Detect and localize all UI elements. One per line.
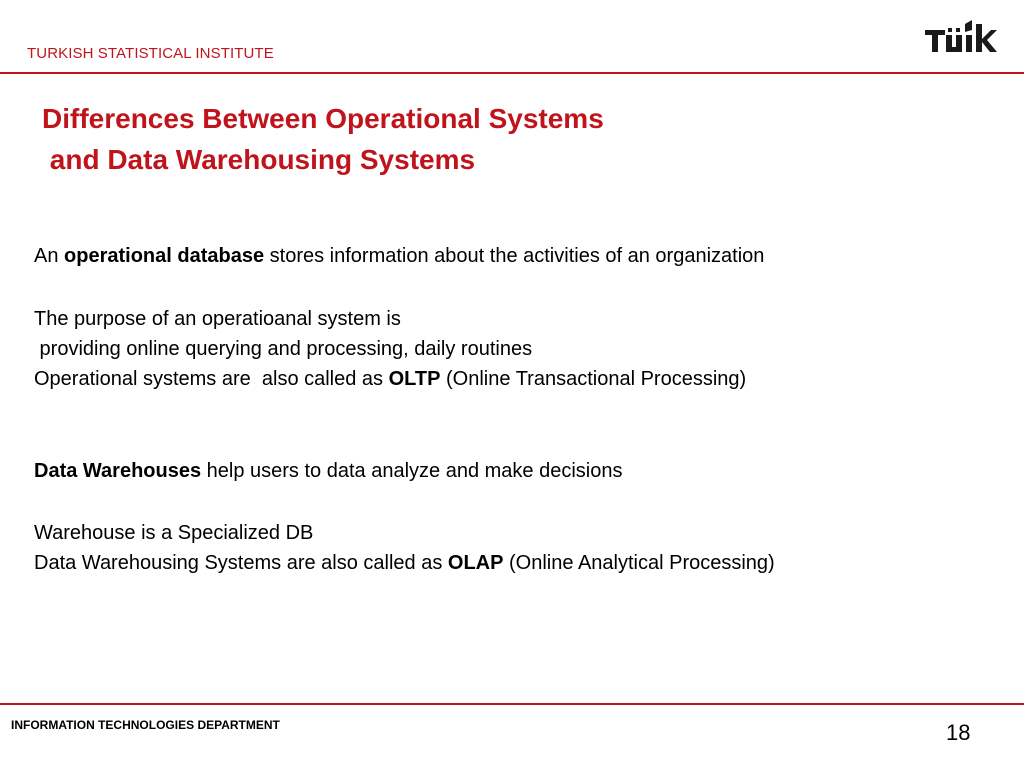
- p4-bold-term: OLTP: [388, 368, 441, 390]
- data-warehouses-definition: [34, 456, 622, 486]
- warehouse-specialized-db: Warehouse is a Specialized DB: [34, 522, 314, 544]
- p7-prefix: Data Warehousing Systems are also called as: [34, 552, 448, 574]
- operational-database-definition: [34, 241, 764, 271]
- footer-department-name: INFORMATION TECHNOLOGIES DEPARTMENT: [11, 718, 280, 732]
- p1-suffix: stores information about the activities of an organization: [264, 245, 765, 267]
- olap-definition: [34, 548, 775, 578]
- oltp-definition: [34, 364, 746, 394]
- tuik-logo: [925, 18, 997, 56]
- p1-prefix: An: [34, 245, 65, 267]
- p7-bold-term: OLAP: [447, 552, 504, 574]
- operational-purpose-detail: providing online querying and processing, daily routines: [34, 338, 533, 360]
- p7-suffix: (Online Analytical Processing): [503, 552, 775, 574]
- p4-prefix: Operational systems are also called as: [34, 368, 389, 390]
- slide-title-line-1: Differences Between Operational Systems: [42, 103, 604, 134]
- p5-bold-term: Data Warehouses: [34, 460, 202, 482]
- slide-title: [42, 98, 604, 180]
- header-divider: [0, 72, 1024, 74]
- footer-divider: [0, 703, 1024, 705]
- operational-purpose-line: The purpose of an operatioanal system is: [34, 308, 401, 330]
- slide-title-line-2: and Data Warehousing Systems: [42, 144, 476, 175]
- p5-suffix: help users to data analyze and make decisions: [201, 460, 623, 482]
- page-number: 18: [946, 720, 971, 745]
- header-organization-name: TURKISH STATISTICAL INSTITUTE: [27, 45, 274, 62]
- p1-bold-term: operational database: [64, 245, 265, 267]
- p4-suffix: (Online Transactional Processing): [440, 368, 747, 390]
